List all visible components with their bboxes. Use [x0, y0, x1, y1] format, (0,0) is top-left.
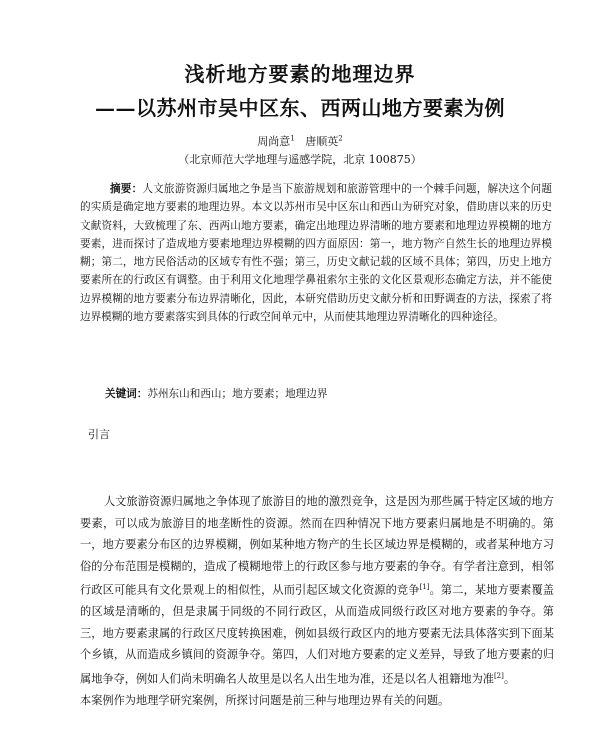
- citation-mark: [1]: [419, 583, 430, 591]
- paper-subtitle: ——以苏州市吴中区东、西两山地方要素为例: [95, 96, 505, 120]
- abstract-label: 摘要：: [110, 183, 143, 195]
- section-heading: 引言: [88, 428, 110, 441]
- body-text-segment: 。: [503, 672, 516, 686]
- body-text: [80, 491, 554, 711]
- author-list: [0, 133, 600, 149]
- body-paragraph: [80, 491, 554, 690]
- citation-mark: [2]: [493, 671, 504, 680]
- affiliation: （北京师范大学地理与遥感学院，北京 100875）: [178, 153, 422, 166]
- author-name: 唐顺英: [305, 135, 339, 148]
- body-text-segment: 人文旅游资源归属地之争体现了旅游目的地的激烈竞争，这是因为那些属于特定区域的地方要素，可以成为旅游目的地垄断性的资源。然而在四种情况下地方要素归属地是不明确的。第一，地方要素分布区的边界模糊，例如某种地方物产的生长区域边界是模糊的，或者某种地方习俗的分布范围是模糊的，造成了模糊地带上的行政区参与地方要素的争夺。有学者注意到，相邻行政区可能具有文化景观上的相似性，从而引起区域文化资源的竞争: [80, 495, 554, 597]
- body-paragraph: 本案例作为地理学研究案例，所探讨问题是前三种与地理边界有关的问题。: [80, 693, 450, 707]
- paper-title: 浅析地方要素的地理边界: [184, 62, 416, 86]
- keywords-text: 苏州东山和西山；地方要素；地理边界: [147, 388, 328, 400]
- author-affil-mark: 1: [290, 134, 295, 143]
- body-text-segment: 。第二，某地方要素覆盖的区域是清晰的，但是隶属于同级的不同行政区，从而造成同级行政区对地方要素的争夺。第三，地方要素隶属的行政区尺度转换困难，例如县级行政区内的地方要素无法具体落实到下面某个乡镇，从而造成乡镇间的资源争夺。第四，人们对地方要素的定义差异，导致了地方要素的归属地争夺，例如人们尚未明确名人故里是以名人出生地为准，还是以名人祖籍地为准: [80, 583, 554, 686]
- abstract: [80, 180, 552, 326]
- author-affil-mark: 2: [338, 134, 343, 143]
- keywords: [105, 386, 545, 401]
- author-name: 周尚意: [257, 135, 291, 148]
- abstract-text: 人文旅游资源归属地之争是当下旅游规划和旅游管理中的一个棘手问题，解决这个问题的实质是确定地方要素的地理边界。本文以苏州市吴中区东山和西山为研究对象，借助唐以来的历史文献资料，大致梳理了东、西两山地方要素，确定出地理边界清晰的地方要素和地理边界模糊的地方要素，进而探讨了造成地方要素地理边界模糊的四方面原因：第一，地方物产自然生长的地理边界模糊；第二，地方民俗活动的区域专有性不强；第三，历史文献记载的区域不具体；第四，历史上地方要素所在的行政区有调整。由于利用文化地理学鼻祖索尔主张的文化区景观形态确定方法，并不能使边界模糊的地方要素分布边界清晰化，因此，本研究借助历史文献分析和田野调查的方法，探索了将边界模糊的地方要素落实到具体的行政空间单元中，从而使其地理边界清晰化的四种途径。: [80, 183, 553, 324]
- keywords-label: 关键词：: [105, 388, 148, 400]
